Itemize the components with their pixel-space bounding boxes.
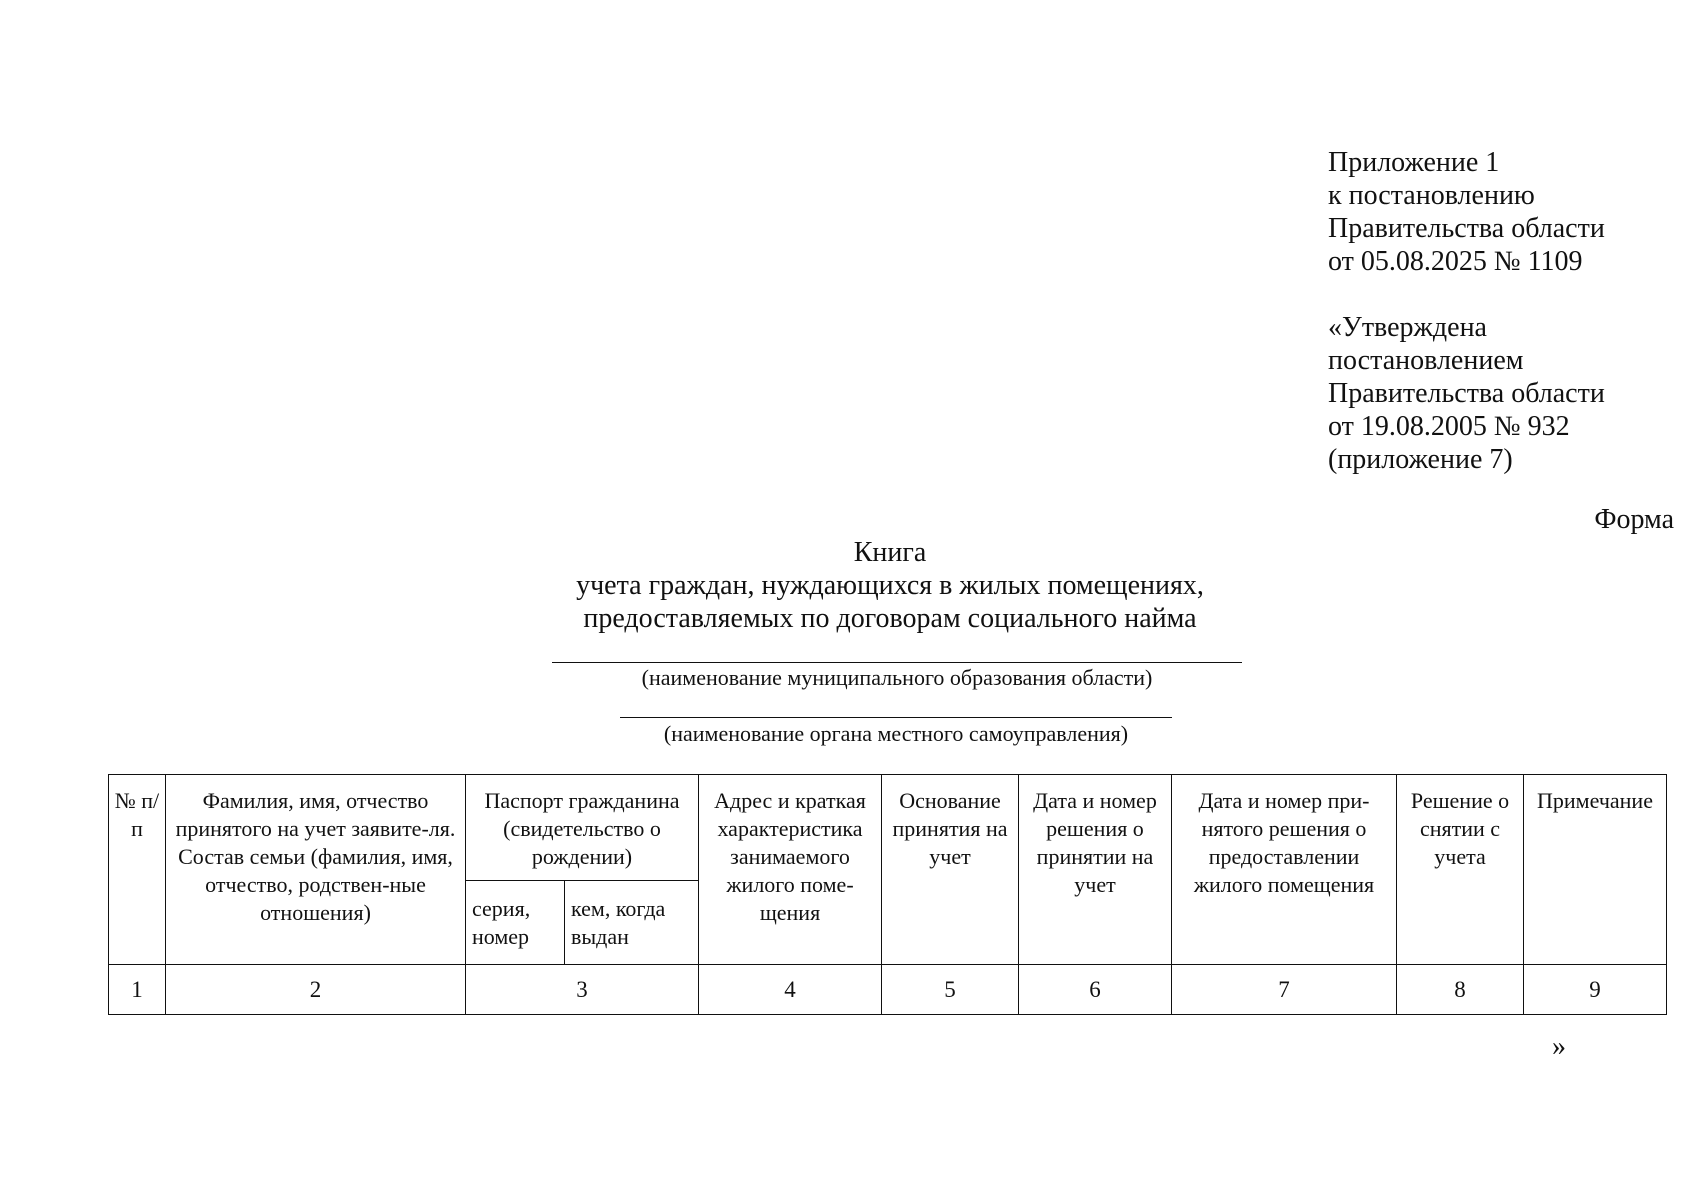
column-number: 4 [699,965,882,1015]
registry-table [108,774,1667,1015]
approval-line: Правительства области [1328,378,1605,409]
column-number: 3 [466,965,699,1015]
column-number: 1 [109,965,166,1015]
appendix-block [1328,146,1605,476]
approval-line: (приложение 7) [1328,444,1513,475]
appendix-line: от 05.08.2025 № 1109 [1328,246,1583,277]
column-number: 5 [882,965,1019,1015]
header-note: Примечание [1524,775,1667,965]
header-basis: Основание принятия на учет [882,775,1019,965]
title-line: предоставляемых по договорам социального найма [583,603,1197,634]
form-label: Форма [1594,504,1674,535]
appendix-line: Правительства области [1328,213,1605,244]
header-removal-decision: Решение о снятии с учета [1397,775,1524,965]
column-number: 7 [1172,965,1397,1015]
authority-caption: (наименование органа местного самоуправления) [663,721,1129,746]
header-passport-series: серия, номер [466,881,565,965]
header-address: Адрес и краткая характеристика занимаемого жилого поме-щения [699,775,882,965]
document-title [540,536,1240,635]
title-line: Книга [853,537,927,568]
header-housing-decision: Дата и номер при-нятого решения о предоставлении жилого помещения [1172,775,1397,965]
appendix-line: к постановлению [1328,180,1535,211]
header-applicant: Фамилия, имя, отчество принятого на учет заявите-ля. Состав семьи (фамилия, имя, отчество, родствен-ные отношения) [166,775,466,965]
column-number: 8 [1397,965,1524,1015]
header-acceptance-decision: Дата и номер решения о принятии на учет [1019,775,1172,965]
column-number: 2 [166,965,466,1015]
column-numbers-row [109,965,1667,1015]
approval-line: от 19.08.2005 № 932 [1328,411,1570,442]
appendix-line: Приложение 1 [1328,147,1500,178]
closing-quote: » [1552,1031,1566,1062]
approval-line: постановлением [1328,345,1524,376]
approval-line: «Утверждена [1328,312,1487,343]
header-passport-issued: кем, когда выдан [565,881,699,965]
column-number: 6 [1019,965,1172,1015]
title-line: учета граждан, нуждающихся в жилых помещениях, [576,570,1204,601]
column-number: 9 [1524,965,1667,1015]
municipality-caption: (наименование муниципального образования области) [641,665,1153,690]
municipality-fill-line [552,662,1242,663]
header-number: № п/п [109,775,166,965]
authority-fill-line [620,717,1172,718]
header-passport: Паспорт гражданина (свидетельство о рождении) [466,775,699,881]
